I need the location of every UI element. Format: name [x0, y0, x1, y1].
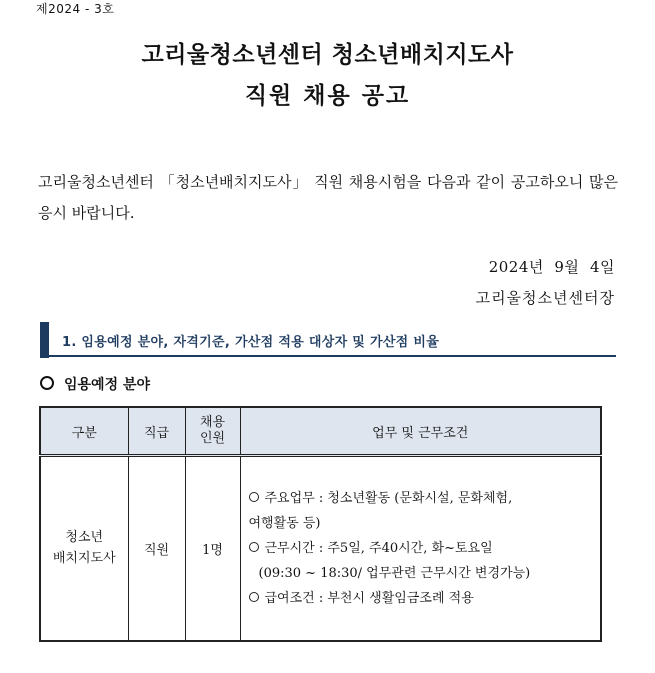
document-number: 제2024 - 3호: [36, 2, 115, 16]
cell-category: [40, 456, 128, 641]
section-bar-decoration: [40, 322, 49, 358]
subsection-title: 임용예정 분야: [64, 377, 151, 393]
duty-line5: 급여조건 : 부천시 생활임금조례 적용: [264, 590, 474, 606]
cell-duties: [240, 456, 601, 641]
duty-line2: 여행활동 등): [248, 515, 321, 531]
table-row: [40, 456, 601, 641]
circle-bullet-icon: [249, 492, 259, 502]
intro-paragraph: 고리울청소년센터 「청소년배치지도사」 직원 채용시험을 다음과 같이 공고하오니 많은 응시 바랍니다.: [38, 173, 618, 222]
circle-bullet-icon: [249, 542, 259, 552]
header-hire-count: [185, 407, 240, 456]
section-heading: 1. 임용예정 분야, 자격기준, 가산점 적용 대상자 및 가산점 비율: [62, 335, 440, 350]
duty-line-main: [249, 486, 595, 511]
duty-line1: 주요업무 : 청소년활동 (문화시설, 문화체험,: [264, 490, 513, 506]
recruitment-table: [39, 406, 602, 642]
duty-line4: (09:30 ~ 18:30/ 업무관련 근무시간 변경가능): [258, 565, 531, 581]
section-underline: [49, 355, 616, 357]
category-line2: 배치지도사: [52, 551, 116, 567]
announcement-date: 2024년 9월 4일: [488, 258, 615, 276]
page-title-line2: 직원 채용 공고: [244, 83, 411, 109]
organization-signature: 고리울청소년센터장: [475, 289, 615, 307]
duty-line3: 근무시간 : 주5일, 주40시간, 화~토요일: [264, 540, 493, 556]
circle-bullet-icon: [40, 376, 54, 390]
page-title-line1: 고리울청소년센터 청소년배치지도사: [141, 42, 514, 68]
header-category: 구분: [40, 407, 128, 456]
header-hire-line1: 채용: [199, 415, 226, 430]
circle-bullet-icon: [249, 592, 259, 602]
subsection-heading: [40, 374, 150, 394]
duty-line-hours: [249, 536, 595, 561]
header-hire-line2: 인원: [199, 431, 226, 446]
duty-line-pay: [249, 586, 595, 611]
header-grade: 직급: [128, 407, 185, 456]
header-duty: 업무 및 근무조건: [240, 407, 601, 456]
table-header-row: [40, 407, 601, 456]
cell-count: 1명: [185, 456, 240, 641]
category-line1: 청소년: [65, 530, 104, 546]
cell-grade: 직원: [128, 456, 185, 641]
